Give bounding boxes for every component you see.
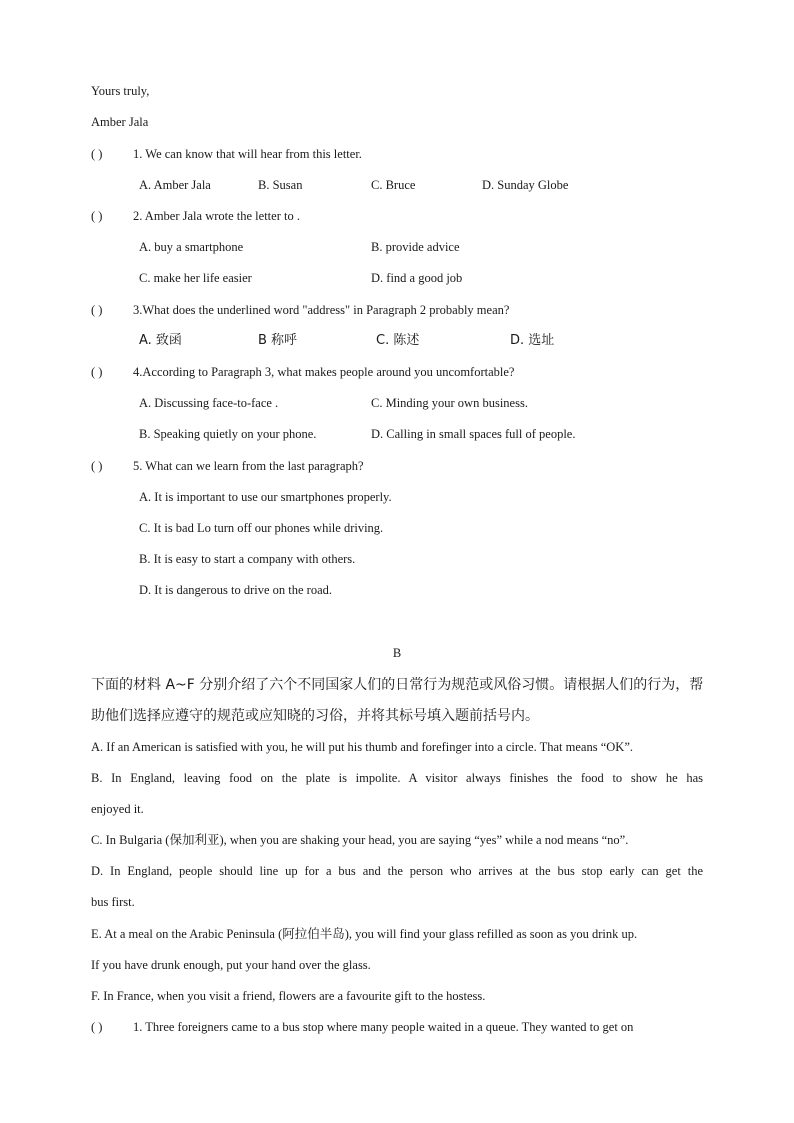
option: D. find a good job (371, 271, 463, 285)
instructions-line: 助他们选择应遵守的规范或应知晓的习俗，并将其标号填入题前括号内。 (91, 708, 539, 724)
answer-blank[interactable]: ( ) (91, 459, 103, 473)
option: C. Minding your own business. (371, 396, 528, 410)
option: C. It is bad Lo turn off our phones while driving. (139, 521, 384, 535)
option: D. It is dangerous to drive on the road. (139, 583, 333, 597)
question-text: 1. We can know that will hear from this letter. (133, 147, 362, 161)
letter-signature: Amber Jala (91, 115, 149, 129)
option: D. Sunday Globe (482, 178, 569, 192)
answer-blank[interactable]: ( ) (91, 1020, 103, 1034)
option: A. Discussing face-to-face . (139, 396, 279, 410)
question-text: 4.According to Paragraph 3, what makes people around you uncomfortable? (133, 365, 515, 379)
option: C. Bruce (371, 178, 416, 192)
option: B. provide advice (371, 240, 460, 254)
instructions-line: 下面的材料 A~F 分别介绍了六个不同国家人们的日常行为规范或风俗习惯。请根据人们的行为，帮 (91, 677, 704, 693)
answer-blank[interactable]: ( ) (91, 209, 103, 223)
option: B. Speaking quietly on your phone. (139, 427, 317, 441)
option: A. buy a smartphone (139, 240, 244, 254)
material-b: B. In England, leaving food on the plate is impolite. A visitor always finishes the food to show he has (91, 771, 703, 785)
option: D. Calling in small spaces full of people. (371, 427, 576, 441)
option: C. make her life easier (139, 271, 252, 285)
material-e-cont: If you have drunk enough, put your hand over the glass. (91, 958, 371, 972)
material-e: E. At a meal on the Arabic Peninsula (阿拉伯半岛), you will find your glass refilled as soon as you drink up. (91, 927, 638, 941)
option: D. 选址 (510, 333, 555, 348)
answer-blank[interactable]: ( ) (91, 147, 103, 161)
answer-blank[interactable]: ( ) (91, 365, 103, 379)
material-a: A. If an American is satisfied with you, he will put his thumb and forefinger into a circle. That means “OK”. (91, 740, 633, 754)
option: B. It is easy to start a company with others. (139, 552, 356, 566)
option: B. Susan (258, 178, 303, 192)
material-f: F. In France, when you visit a friend, flowers are a favourite gift to the hostess. (91, 989, 486, 1003)
question-text: 1. Three foreigners came to a bus stop where many people waited in a queue. They wanted to get on (133, 1020, 634, 1034)
option: A. 致函 (139, 333, 182, 348)
question-text: 3.What does the underlined word "address" in Paragraph 2 probably mean? (133, 303, 510, 317)
question-text: 2. Amber Jala wrote the letter to . (133, 209, 300, 223)
option: B 称呼 (258, 333, 298, 348)
letter-salutation: Yours truly, (91, 84, 150, 98)
option: A. Amber Jala (139, 178, 211, 192)
option: A. It is important to use our smartphones properly. (139, 490, 392, 504)
option: C. 陈述 (376, 333, 420, 348)
material-c: C. In Bulgaria (保加利亚), when you are shaking your head, you are saying “yes” while a nod means “no”. (91, 833, 629, 847)
question-text: 5. What can we learn from the last paragraph? (133, 459, 364, 473)
material-d: D. In England, people should line up for a bus and the person who arrives at the bus stop early can get the (91, 864, 703, 878)
section-heading: B (392, 646, 402, 660)
material-d-cont: bus first. (91, 895, 135, 909)
answer-blank[interactable]: ( ) (91, 303, 103, 317)
material-b-cont: enjoyed it. (91, 802, 144, 816)
